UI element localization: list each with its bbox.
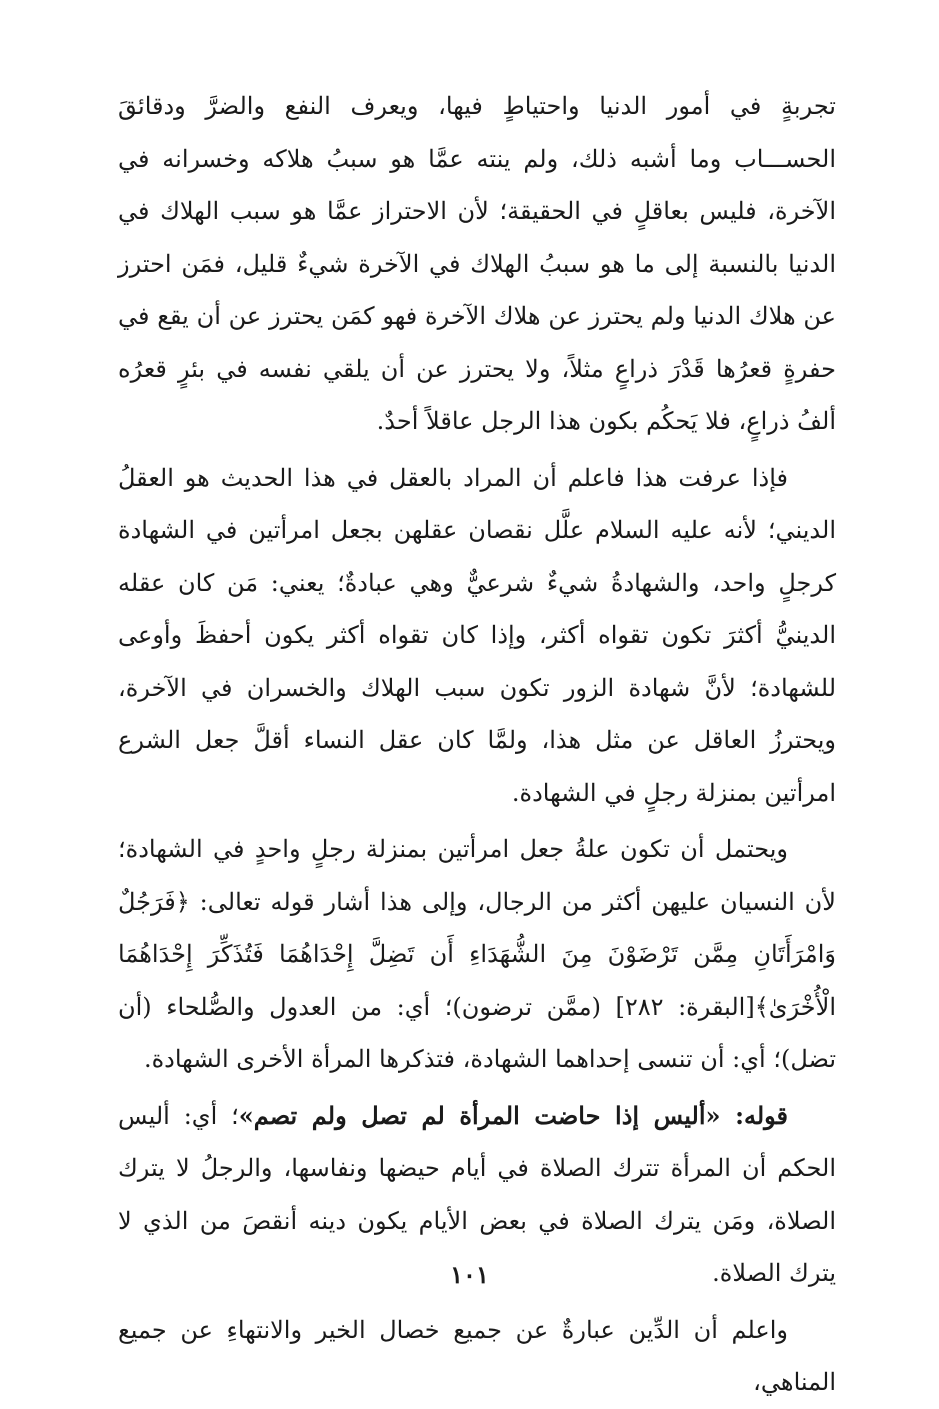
paragraph-4-text: ؛ أي: أليس الحكم أن المرأة تترك الصلاة في أيام حيضها ونفاسها، والرجلُ لا يترك الصلاة، ومَن يترك الصلاة في بعض الأيام يكون دينه أنقصَ من الذي لا يترك الصلاة. [118, 1101, 836, 1287]
paragraph-3 [118, 823, 836, 1086]
page-number: ١٠١ [450, 1260, 489, 1289]
paragraph-1: تجربةٍ في أمور الدنيا واحتياطٍ فيها، ويعرف النفع والضرَّ ودقائقَ الحســـاب وما أشبه ذلك، ولم ينته عمَّا هو سببُ هلاكه وخسرانه في الآخرة، فليس بعاقلٍ في الحقيقة؛ لأن الاحتراز عمَّا هو سبب الهلاك في الدنيا بالنسبة إلى ما هو سببُ الهلاك في الآخرة شيءٌ قليل، فمَن احترز عن هلاك الدنيا ولم يحترز عن هلاك الآخرة فهو كمَن يحترز عن أن يقع في حفرةٍ قعرُها قَدْرَ ذراعٍ مثلاً، ولا يحترز عن أن يلقي نفسه في بئرٍ قعرُه ألفُ ذراعٍ، فلا يَحكُم بكون هذا الرجل عاقلاً أحدٌ. [118, 92, 837, 435]
quran-verse: ﴿فَرَجُلٌ وَامْرَأَتَانِ مِمَّن تَرْضَوْنَ مِنَ الشُّهَدَاءِ أَن تَضِلَّ إِحْدَاهُمَا فَتُذَكِّرَ إِحْدَاهُمَا الْأُخْرَىٰ﴾ [118, 887, 836, 1021]
paragraph-3-text-b: [البقرة: ٢٨٢] (ممَّن ترضون)؛ أي: من العدول والصُّلحاء (أن تضل)؛ أي: أن تنسى إحداهما الشهادة، فتذكرها المرأة الأخرى الشهادة. [118, 992, 836, 1073]
page-body [118, 80, 836, 1409]
paragraph-2: فإذا عرفت هذا فاعلم أن المراد بالعقل في هذا الحديث هو العقلُ الديني؛ لأنه عليه السلام علَّل نقصان عقلهن بجعل امرأتين في الشهادة كرجلٍ واحد، والشهادةُ شيءٌ شرعيٌّ وهي عبادةٌ؛ يعني: مَن كان عقله الدينيُّ أكثرَ تكون تقواه أكثر، وإذا كان تقواه أكثر يكون أحفظَ وأوعى للشهادة؛ لأنَّ شهادة الزور تكون سبب الهلاك والخسران في الآخرة، ويحترزُ العاقل عن مثل هذا، ولمَّا كان عقل النساء أقلَّ جعل الشرع امرأتين بمنزلة رجلٍ في الشهادة. [118, 463, 837, 807]
hadith-quote: قوله: «أليس إذا حاضت المرأة لم تصل ولم تصم» [238, 1100, 788, 1130]
paragraph-3-text-a: ويحتمل أن تكون علةُ جعل امرأتين بمنزلة رجلٍ واحدٍ في الشهادة؛ لأن النسيان عليهن أكثر من الرجال، وإلى هذا أشار قوله تعالى: [118, 835, 836, 916]
paragraph-5: واعلم أن الدِّين عبارةٌ عن جميع خصال الخير والانتهاءِ عن جميع المناهي، [118, 1315, 836, 1396]
